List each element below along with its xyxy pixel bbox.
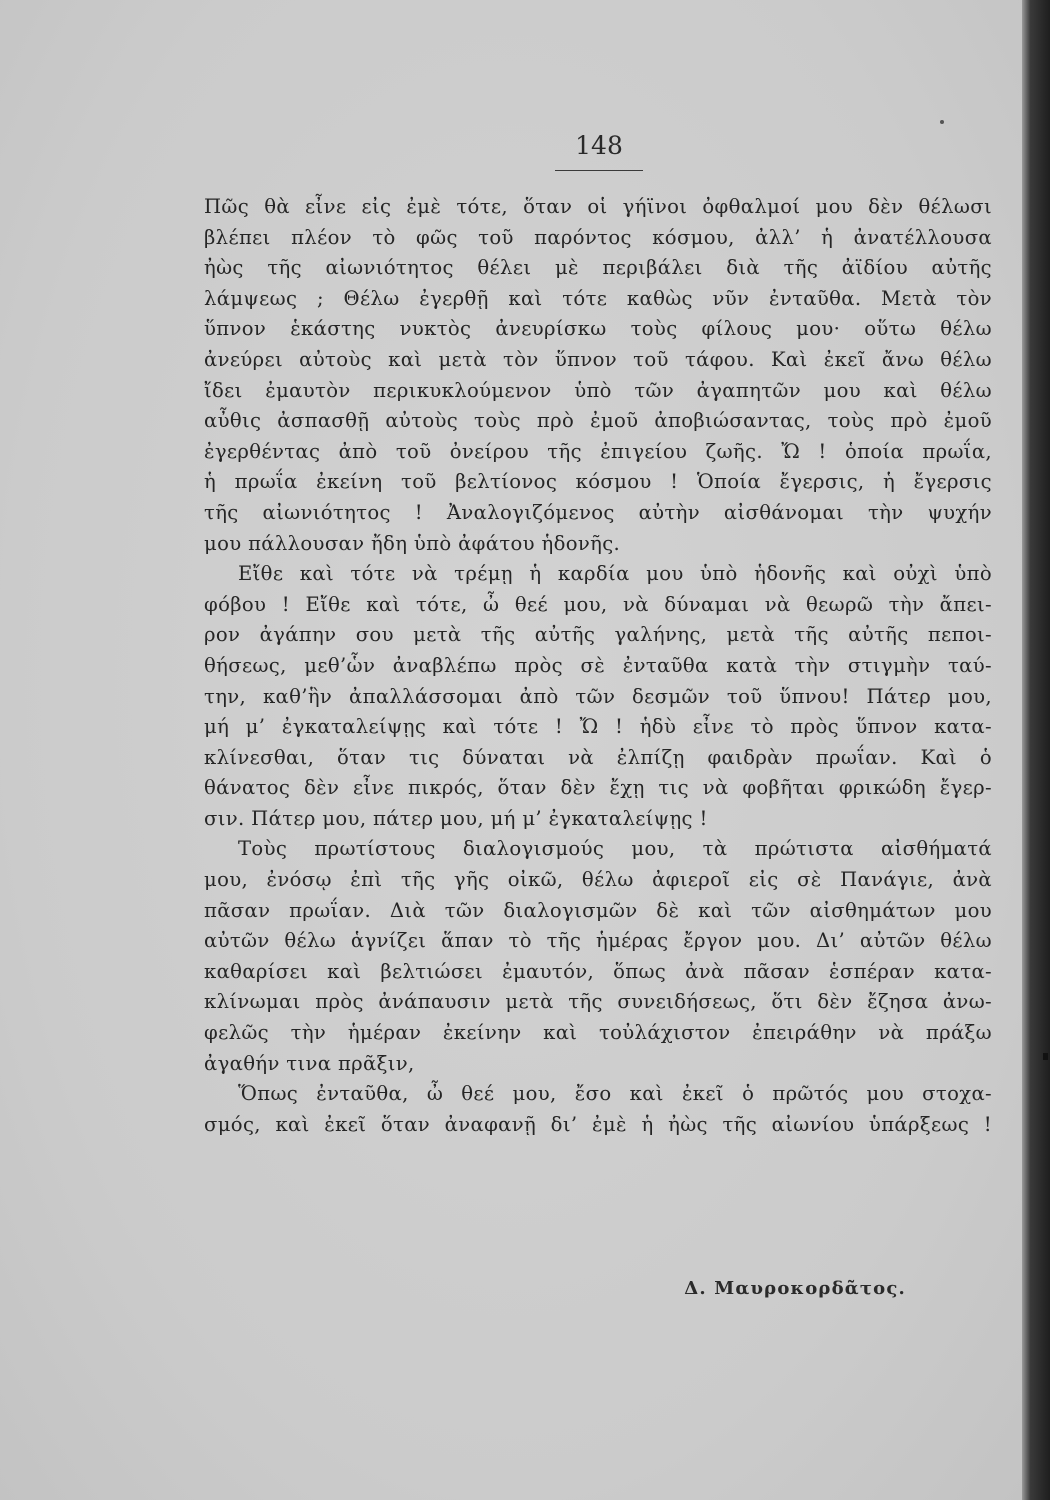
text-line: μου, ἐνόσῳ ἐπὶ τῆς γῆς οἰκῶ, θέλω ἀφιεροῖ εἰς σὲ Πανάγιε, ἀνὰ [204,868,992,892]
text-line: θήσεως, μεθ’ὧν ἀναβλέπω πρὸς σὲ ἐνταῦθα κατὰ τὴν στιγμὴν ταύ- [204,653,992,677]
text-line: ρον ἀγάπην σου μετὰ τῆς αὐτῆς γαλήνης, μετὰ τῆς αὐτῆς πεποι- [204,623,992,647]
text-line: πᾶσαν πρωΐαν. Διὰ τῶν διαλογισμῶν δὲ καὶ τῶν αἰσθημάτων μου [204,898,992,922]
page-edge-shadow [1022,0,1050,1500]
text-line: ἐγερθέντας ἀπὸ τοῦ ὀνείρου τῆς ἐπιγείου ζωῆς. Ὤ ! ὁποία πρωΐα, [204,439,992,463]
body-text [204,192,992,1140]
edge-mark [1043,1053,1048,1060]
paper-speck [940,120,944,124]
page-number: 148 [575,131,623,160]
text-line: μή μ’ ἐγκαταλείψῃς καὶ τότε ! Ὤ ! ἡδὺ εἶνε τὸ πρὸς ὕπνον κατα- [204,715,992,739]
text-line: ἴδει ἐμαυτὸν περικυκλούμενον ὑπὸ τῶν ἀγαπητῶν μου καὶ θέλω [204,378,992,402]
text-line: Ὅπως ἐνταῦθα, ὦ θεέ μου, ἔσο καὶ ἐκεῖ ὁ πρῶτός μου στοχα- [238,1082,992,1106]
text-line: κλίνεσθαι, ὅταν τις δύναται νὰ ἐλπίζῃ φαιδρὰν πρωΐαν. Καὶ ὁ [204,745,992,769]
text-line: ἠὼς τῆς αἰωνιότητος θέλει μὲ περιβάλει διὰ τῆς ἀϊδίου αὐτῆς [204,256,992,280]
text-line: σιν. Πάτερ μου, πάτερ μου, μή μ’ ἐγκαταλείψῃς ! [204,806,708,830]
text-line: τῆς αἰωνιότητος ! Ἀναλογιζόμενος αὐτὴν αἰσθάνομαι τὴν ψυχήν [204,500,992,524]
text-line: Πῶς θὰ εἶνε εἰς ἐμὲ τότε, ὅταν οἱ γήϊνοι ὀφθαλμοί μου δὲν θέλωσι [204,195,992,218]
text-line: μου πάλλουσαν ἤδη ὑπὸ ἀφάτου ἡδονῆς. [204,531,621,555]
text-line: την, καθ’ἣν ἀπαλλάσσομαι ἀπὸ τῶν δεσμῶν τοῦ ὕπνου! Πάτερ μου, [204,684,992,708]
text-line: αὖθις ἀσπασθῇ αὐτοὺς τοὺς πρὸ ἐμοῦ ἀποβιώσαντας, τοὺς πρὸ ἐμοῦ [204,409,992,433]
text-line: κλίνωμαι πρὸς ἀνάπαυσιν μετὰ τῆς συνειδήσεως, ὅτι δὲν ἔζησα ἀνω- [204,990,992,1014]
text-line: θάνατος δὲν εἶνε πικρός, ὅταν δὲν ἔχῃ τις νὰ φοβῆται φρικώδη ἔγερ- [204,776,992,800]
text-line: ἡ πρωΐα ἐκείνη τοῦ βελτίονος κόσμου ! Ὁποία ἔγερσις, ἡ ἔγερσις [204,470,992,494]
page-number-rule [555,170,643,171]
text-line: φόβου ! Εἴθε καὶ τότε, ὦ θεέ μου, νὰ δύναμαι νὰ θεωρῶ τὴν ἄπει- [204,592,992,616]
text-line: Τοὺς πρωτίστους διαλογισμούς μου, τὰ πρώτιστα αἰσθήματά [238,837,992,861]
text-line: καθαρίσει καὶ βελτιώσει ἐμαυτόν, ὅπως ἀνὰ πᾶσαν ἑσπέραν κατα- [204,959,992,983]
text-line: φελῶς τὴν ἡμέραν ἐκείνην καὶ τοὐλάχιστον ἐπειράθην νὰ πράξω [204,1021,992,1045]
text-line: αὐτῶν θέλω ἁγνίζει ἅπαν τὸ τῆς ἡμέρας ἔργον μου. Δι’ αὐτῶν θέλω [204,929,992,953]
text-line: σμός, καὶ ἐκεῖ ὅταν ἀναφανῇ δι’ ἐμὲ ἡ ἠὼς τῆς αἰωνίου ὑπάρξεως ! [204,1112,992,1136]
text-line: ὕπνον ἑκάστης νυκτὸς ἀνευρίσκω τοὺς φίλους μου· οὕτω θέλω [204,317,992,341]
text-line: Εἴθε καὶ τότε νὰ τρέμῃ ἡ καρδία μου ὑπὸ ἡδονῆς καὶ οὐχὶ ὑπὸ [238,562,992,586]
text-line: ἀνεύρει αὐτοὺς καὶ μετὰ τὸν ὕπνον τοῦ τάφου. Καὶ ἐκεῖ ἄνω θέλω [204,347,992,371]
text-line: ἀγαθήν τινα πρᾶξιν, [204,1051,415,1075]
author-signature: Δ. Μαυροκορδᾶτος. [684,1278,906,1299]
text-line: βλέπει πλέον τὸ φῶς τοῦ παρόντος κόσμου, ἀλλ’ ἡ ἀνατέλλουσα [204,225,992,249]
text-line: λάμψεως ; Θέλω ἐγερθῇ καὶ τότε καθὼς νῦν ἐνταῦθα. Μετὰ τὸν [204,286,992,310]
